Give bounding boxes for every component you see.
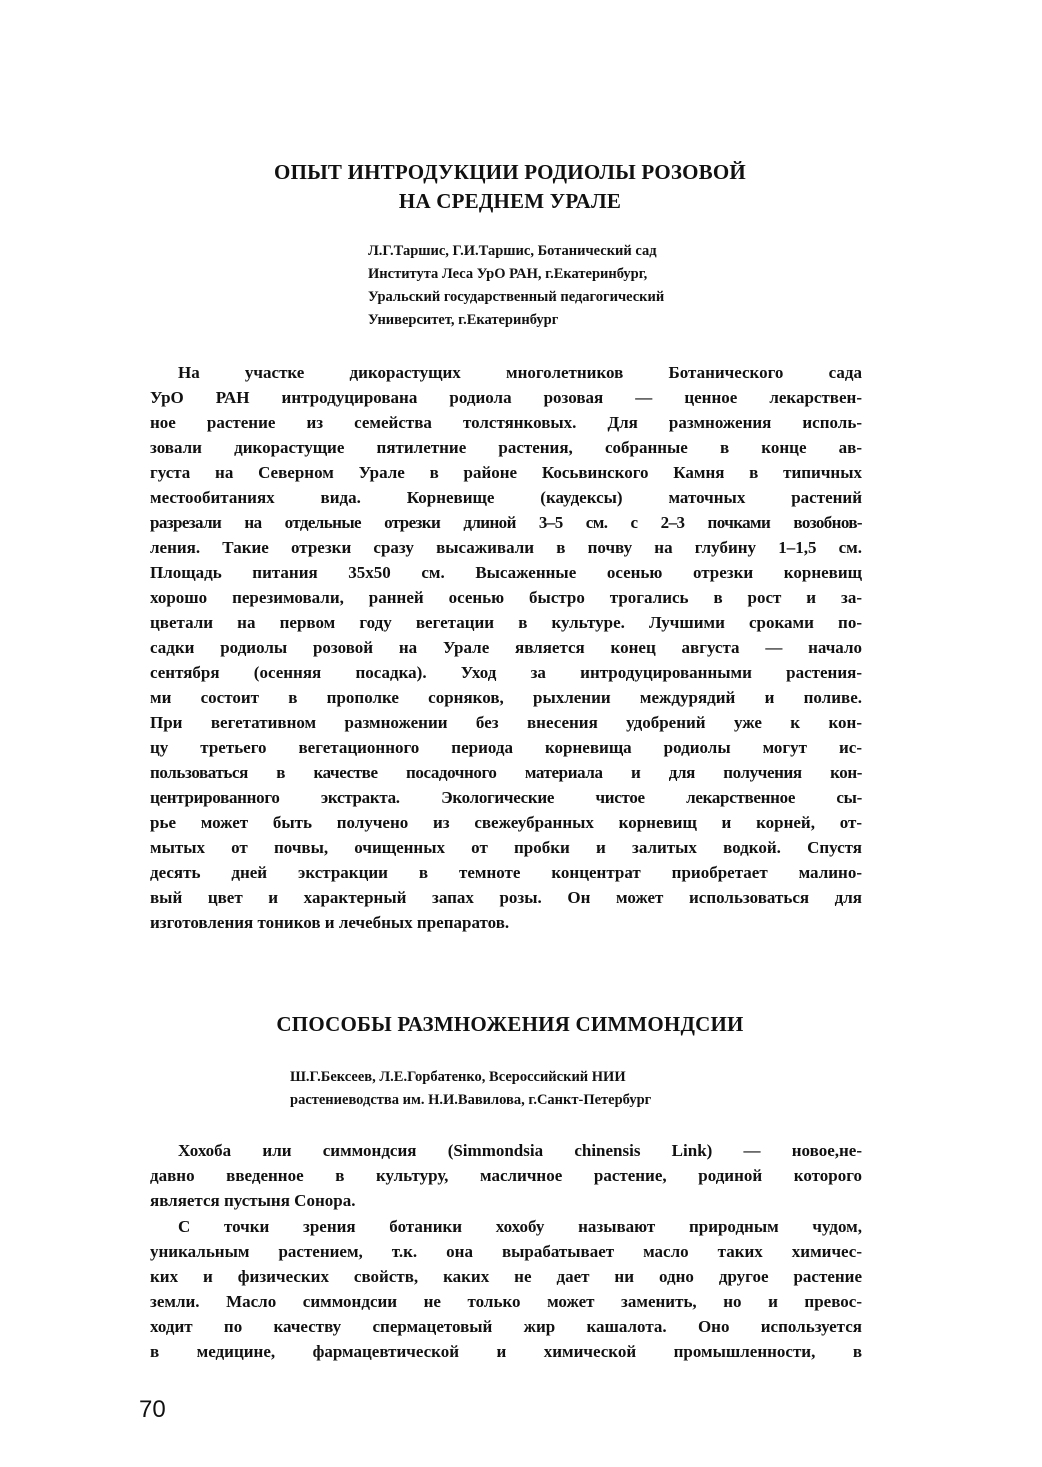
- body-line: местообитаниях вида. Корневище (каудексы) маточных растений: [150, 488, 862, 507]
- body-line: На участке дикорастущих многолетников Ботанического сада: [178, 363, 862, 382]
- body-line: земли. Масло симмондсии не только может заменить, но и превос-: [150, 1292, 862, 1311]
- body-line: пользоваться в качестве посадочного материала и для получения кон-: [150, 763, 862, 782]
- article2-authors: [290, 1066, 651, 1112]
- body-line: является пустыня Сонора.: [150, 1191, 356, 1210]
- body-line: ходит по качеству спермацетовый жир кашалота. Оно используется: [150, 1317, 862, 1336]
- body-line: Площадь питания 35x50 см. Высаженные осенью отрезки корневищ: [150, 563, 862, 582]
- author-line: Университет, г.Екатеринбург: [368, 312, 559, 328]
- body-line: густа на Северном Урале в районе Косьвинского Камня в типичных: [150, 463, 862, 482]
- body-line: При вегетативном размножении без внесения удобрений уже к кон-: [150, 713, 862, 732]
- body-line: изготовления тоников и лечебных препаратов.: [150, 913, 510, 932]
- article1-authors: [368, 240, 664, 332]
- body-line: УрО РАН интродуцирована родиола розовая — ценное лекарствен-: [150, 388, 862, 407]
- article1-body: [150, 360, 862, 935]
- body-line: десять дней экстракции в темноте концентрат приобретает малино-: [150, 863, 862, 882]
- body-line: давно введенное в культуру, масличное растение, родиной которого: [150, 1166, 862, 1185]
- author-line: растениеводства им. Н.И.Вавилова, г.Санкт-Петербург: [290, 1092, 652, 1108]
- body-line: центрированного экстракта. Экологические чистое лекарственное сы-: [150, 788, 862, 807]
- body-line: садки родиолы розовой на Урале является конец августа — начало: [150, 638, 862, 657]
- title-line: СПОСОБЫ РАЗМНОЖЕНИЯ СИММОНДСИИ: [276, 1012, 744, 1036]
- body-line: ления. Такие отрезки сразу высаживали в почву на глубину 1–1,5 см.: [150, 538, 862, 557]
- body-line: ких и физических свойств, каких не дает ни одно другое растение: [150, 1267, 862, 1286]
- body-line: сентября (осенняя посадка). Уход за интродуцированными растения-: [150, 663, 862, 682]
- title-line: ОПЫТ ИНТРОДУКЦИИ РОДИОЛЫ РОЗОВОЙ: [274, 160, 746, 184]
- body-line: ное растение из семейства толстянковых. Для размножения исполь-: [150, 413, 862, 432]
- body-line: цу третьего вегетационного периода корневища родиолы могут ис-: [150, 738, 862, 757]
- author-line: Института Леса УрО РАН, г.Екатеринбург,: [368, 266, 648, 282]
- body-line: цветали на первом году вегетации в культуре. Лучшими сроками по-: [150, 613, 862, 632]
- page-number: 70: [139, 1396, 166, 1423]
- body-line: в медицине, фармацевтической и химической промышленности, в: [150, 1342, 862, 1361]
- article2-paragraph-2: [150, 1214, 862, 1364]
- body-line: зовали дикорастущие пятилетние растения, собранные в конце ав-: [150, 438, 862, 457]
- body-line: ми состоит в прополке сорняков, рыхлении междурядий и поливе.: [150, 688, 862, 707]
- title-line: НА СРЕДНЕМ УРАЛЕ: [398, 189, 622, 213]
- author-line: Уральский государственный педагогический: [368, 289, 665, 305]
- body-line: Хохоба или симмондсия (Simmondsia chinensis Link) — новое,не-: [178, 1141, 862, 1160]
- body-line: уникальным растением, т.к. она вырабатывает масло таких химичес-: [150, 1242, 862, 1261]
- author-line: Л.Г.Таршис, Г.И.Таршис, Ботанический сад: [368, 243, 657, 259]
- body-line: мытых от почвы, очищенных от пробки и залитых водкой. Спустя: [150, 838, 862, 857]
- article2-paragraph-1: [150, 1138, 862, 1213]
- body-line: разрезали на отдельные отрезки длиной 3–5 см. с 2–3 почками возобнов-: [150, 513, 862, 532]
- body-line: вый цвет и характерный запах розы. Он может использоваться для: [150, 888, 862, 907]
- body-line: рье может быть получено из свежеубранных корневищ и корней, от-: [150, 813, 862, 832]
- body-line: С точки зрения ботаники хохобу называют природным чудом,: [178, 1217, 862, 1236]
- body-line: хорошо перезимовали, ранней осенью быстро трогались в рост и за-: [150, 588, 862, 607]
- author-line: Ш.Г.Бексеев, Л.Е.Горбатенко, Всероссийский НИИ: [290, 1069, 626, 1085]
- article2-title: [150, 1010, 870, 1039]
- article1-title: [150, 158, 870, 216]
